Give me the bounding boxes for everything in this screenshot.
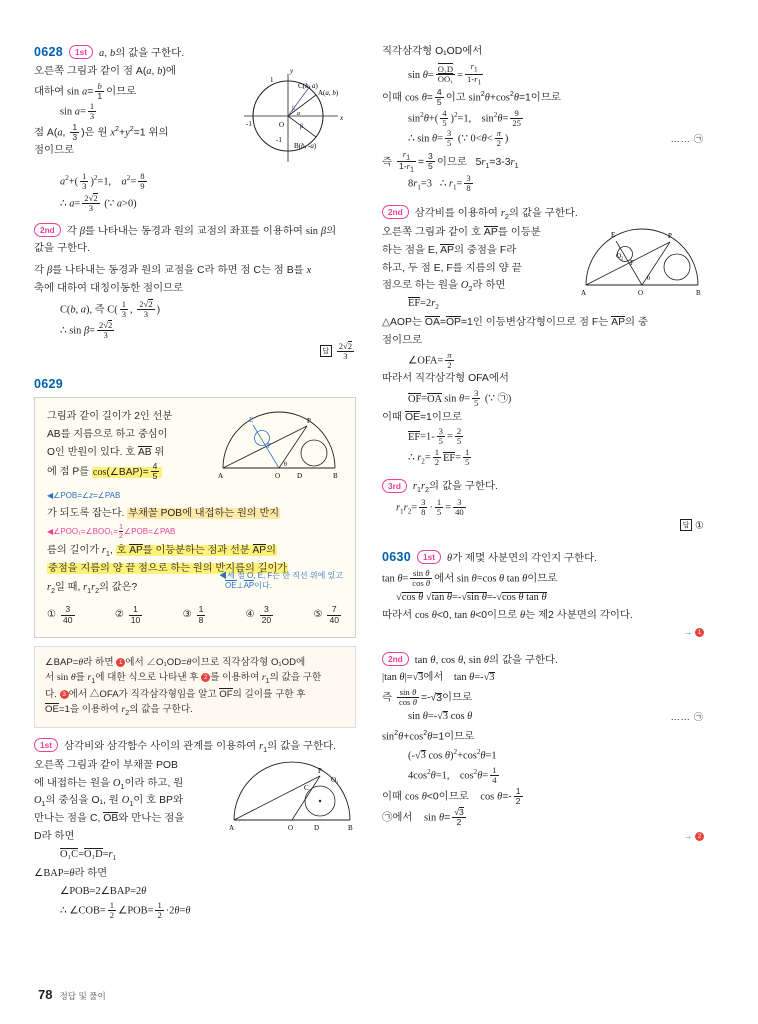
- svg-text:θ: θ: [284, 461, 287, 468]
- text-line: 즉 $\frac{r_1}{1-r_1}$ = $\frac{3}{5}$ 이므로 $5r_1=3-3r_1$: [382, 148, 519, 174]
- text-line: 직각삼각형 O₁OD에서: [382, 46, 483, 57]
- svg-text:E: E: [611, 230, 616, 239]
- text-line: ∴ ∠COB= $\frac{1}{2}$ ∠POB= $\frac{1}{2}$ ·2θ=θ: [60, 900, 191, 921]
- text-line: ㉠에서 sin θ= $\frac{√3}{2}$: [382, 807, 464, 828]
- text-line: tan θ= $\frac{\text{sin θ}}{\text{cos θ}}$ 에서 sin θ=cos θ tan θ이므로: [382, 568, 558, 589]
- svg-text:F: F: [267, 441, 271, 450]
- hint-box-0629: [34, 646, 356, 728]
- text-line: 하는 점을 E, AP의 중점을 F라: [382, 244, 517, 256]
- left-column: [34, 44, 356, 922]
- problem-number-0629: 0629: [34, 376, 64, 391]
- step-2-line-0629: [382, 204, 704, 221]
- text-line: $4\cos^2\theta=1$, $\cos^2\theta=$ $\frac{1}{4}$: [408, 765, 497, 786]
- svg-text:D: D: [297, 471, 303, 480]
- hint-line: 다. 3 에서 △OFA가 직각삼각형임을 알고 OF의 길이를 구한 후: [45, 688, 306, 700]
- text-line: 오른쪽 그림과 같이 호 AP를 이등분: [382, 226, 541, 238]
- text-line: 따라서 직각삼각형 OFA에서: [382, 373, 509, 385]
- text-line: ∴ sin θ= $\frac{3}{5}$ (∵ 0<θ< $\frac{\pi}{2}$ ) …… ㉠: [408, 128, 704, 149]
- question-line: $r_2$일 때, $r_1r_2$의 값은? ◀세 점 O, E, F는 한 직선 위에 있고 OE⊥AP이다.: [47, 570, 343, 595]
- question-line: 에 점 P를 cos(∠BAP)= $\frac{4}{5}$: [47, 462, 343, 482]
- text-line: EF=1- $\frac{3}{5}$ = $\frac{2}{5}$: [408, 426, 462, 447]
- step-2-text: 각 β를 나타내는 동경과 원의 교점의 좌표를 이용하여 sin β의: [66, 226, 337, 237]
- text-line: |tan θ|=√3에서 tan θ=-√3: [382, 672, 495, 684]
- svg-text:O: O: [288, 823, 294, 832]
- text-line: ∠BAP=θ라 하면: [34, 867, 108, 879]
- problem-0629-header: [34, 377, 356, 391]
- text-line: sin θ=-√3 cos θ …… ㉠: [408, 710, 704, 722]
- svg-text:B: B: [696, 288, 701, 297]
- text-line: 이때 cos θ= $\frac{4}{5}$ 이고 $\sin^2\theta+\cos^2\theta=1$이므로: [382, 87, 561, 108]
- step-1-line-0629: [34, 737, 356, 754]
- question-line: O인 반원이 있다. 호 AB 위: [47, 446, 165, 458]
- step-badge-1st: 1st: [417, 550, 441, 564]
- choices-0629: [47, 605, 343, 624]
- step-badge-2nd: 2nd: [382, 652, 409, 666]
- text-line: 점으로 하는 원을 $O_2$라 하면: [382, 280, 506, 294]
- question-line: 름의 길이가 $r_1$, 호 AP를 이등분하는 점과 선분 AP의: [47, 544, 276, 558]
- text-line: 에 내접하는 원을 $O_1$이라 하고, 원: [34, 777, 184, 791]
- step-1-text: 삼각비와 삼각함수 사이의 관계를 이용하여 $r_1$의 값을 구한다.: [64, 740, 337, 754]
- figure-semicircle-question: [215, 410, 343, 484]
- figure-unit-circle: [230, 64, 356, 168]
- text-line: ∴ sin β= $\frac{2√2}{3}$: [60, 320, 113, 341]
- svg-text:B: B: [333, 471, 338, 480]
- figure-sector-inscribed-circle: [228, 758, 356, 838]
- step-2-text: tan θ, cos θ, sin θ의 값을 구한다.: [414, 655, 558, 667]
- step-2-line-0630: [382, 651, 704, 666]
- answer-0629: 답 ①: [382, 519, 704, 532]
- text-line: 이때 cos θ<0이므로 cos θ=- $\frac{1}{2}$: [382, 785, 521, 806]
- choice-3[interactable]: ③ $\frac{1}{8}$: [182, 604, 204, 625]
- question-box-0629: [34, 397, 356, 638]
- svg-text:O: O: [638, 288, 644, 297]
- problem-number-0630: 0630: [382, 549, 412, 564]
- text-line: 따라서 cos θ<0, tan θ<0이므로 θ는 제2 사분면의 각이다.: [382, 609, 633, 621]
- text-line: (-√3 $\cos \theta)^2+\cos^2\theta=1$: [408, 747, 497, 762]
- text-line: OF=OA sin θ= $\frac{3}{5}$ (∵ ㉠): [408, 388, 512, 409]
- step-badge-2nd: 2nd: [34, 223, 61, 237]
- svg-text:B: B: [348, 823, 353, 832]
- question-line: 중점을 지름의 양 끝 점으로 하는 원의 반지름의 길이가: [48, 563, 288, 575]
- choice-4[interactable]: ④ $\frac{3}{20}$: [245, 604, 272, 625]
- text-line: $8r_1=3$ ∴ $r_1=$ $\frac{3}{8}$: [408, 173, 471, 194]
- choice-5[interactable]: ⑤ $\frac{7}{40}$: [313, 604, 339, 625]
- text-line: 값을 구한다.: [34, 243, 90, 254]
- text-line: D라 하면: [34, 831, 75, 843]
- question-line: 그림과 같이 길이가 2인 선분: [47, 410, 173, 422]
- svg-text:O₂: O₂: [616, 251, 624, 260]
- text-line: $r_1r_2=$ $\frac{3}{8}$ · $\frac{1}{5}$ = $\frac{3}{40}$: [396, 497, 464, 518]
- step-1-text: a, b의 값을 구한다.: [99, 48, 185, 59]
- text-line: $O_1C=O_1D=r_1$: [60, 849, 117, 863]
- step-3-text: $r_1r_2$의 값을 구한다.: [412, 481, 498, 495]
- problem-0630-header: [382, 549, 704, 564]
- step-1-text: θ가 제몇 사분면의 각인지 구한다.: [447, 553, 598, 565]
- step-badge-1st: 1st: [69, 45, 93, 59]
- marker-2-line: → 2: [382, 829, 704, 846]
- step-2-text: 삼각비를 이용하여 $r_2$의 값을 구한다.: [414, 207, 578, 221]
- text-line: 만나는 점을 C, OB와 만나는 점을: [34, 813, 185, 825]
- text-line: C(b, a), 즉 C( $\frac{1}{3}$ , $\frac{2√2}{3}$ ): [60, 298, 160, 319]
- svg-text:A: A: [581, 288, 587, 297]
- footer-label: 정답 및 풀이: [59, 991, 106, 1001]
- svg-text:O: O: [279, 121, 285, 129]
- choice-2[interactable]: ② $\frac{1}{10}$: [114, 604, 141, 625]
- question-line: AB를 지름으로 하고 중심이: [47, 428, 168, 440]
- svg-text:C: C: [304, 783, 309, 792]
- right-column: [382, 44, 704, 922]
- text-line: $\sin^2\theta+$( $\frac{4}{5}$ )$^2$=1, $\sin^2\theta=$ $\frac{9}{25}$: [408, 107, 521, 128]
- problem-number-0628: 0628: [34, 44, 64, 59]
- step-3-line-0629: [382, 477, 704, 494]
- figure-semicircle-E-F: [580, 225, 704, 301]
- text-line: 즉 $\frac{\text{sin θ}}{\text{cos θ}}$ =-√3이므로: [382, 687, 473, 708]
- text-line: 점이므로: [382, 334, 423, 346]
- text-line: ∴ $r_2=$ $\frac{1}{2}$ EF= $\frac{1}{5}$: [408, 446, 470, 467]
- svg-text:-1: -1: [276, 136, 282, 144]
- text-line: √cos θ √tan θ=-√sin θ=-√cos θ tan θ: [396, 591, 547, 603]
- note-pob: ◀∠POB=∠z=∠PAB: [47, 490, 121, 500]
- choice-1[interactable]: ① $\frac{3}{40}$: [47, 604, 73, 625]
- svg-text:F: F: [630, 258, 634, 267]
- text-line: 점 A(a, $\frac{1}{3}$ )은 원 $x^2+y^2=1$ 위의: [34, 121, 169, 142]
- page-footer: [38, 987, 106, 1002]
- svg-text:θ: θ: [647, 275, 650, 282]
- svg-text:B(b, -a): B(b, -a): [294, 142, 317, 150]
- svg-text:O: O: [275, 471, 281, 480]
- text-line: ∴ a= $\frac{2√2}{3}$ (∵ a>0): [60, 192, 137, 213]
- page-number: 78: [38, 987, 53, 1002]
- hint-line: 서 sin θ를 $r_1$에 대한 식으로 나타낸 후 2 를 이용하여 $r_1$의 값을 구한: [45, 672, 322, 685]
- svg-text:A: A: [229, 823, 235, 832]
- svg-text:x: x: [340, 114, 344, 122]
- svg-text:A(a, b): A(a, b): [318, 89, 339, 97]
- text-line: 축에 대하여 대칭이동한 점이므로: [34, 282, 184, 294]
- svg-text:1: 1: [270, 76, 274, 84]
- text-line: sin a= $\frac{1}{3}$: [60, 101, 95, 122]
- step-2-line: [34, 222, 356, 237]
- svg-text:a: a: [297, 111, 300, 117]
- marker-1-line: → 1: [382, 625, 704, 642]
- text-line: 이때 OE=1이므로: [382, 411, 462, 423]
- note-poo: ◀∠POO₁=∠BOO₁= $\frac{1}{2}$ ∠POB=∠PAB: [47, 521, 176, 540]
- svg-text:E: E: [249, 415, 254, 424]
- answer-0628: 답 $\frac{2√2}{3}$: [34, 341, 356, 361]
- text-line: ∠OFA= $\frac{\pi}{2}$: [408, 349, 452, 370]
- text-line: $a^2+$( $\frac{1}{3}$ )$^2$=1, $a^2=$ $\frac{8}{9}$: [60, 171, 145, 192]
- svg-text:A: A: [218, 471, 224, 480]
- question-line: 가 되도록 잡는다. 부채꼴 POB에 내접하는 원의 반지: [47, 507, 280, 519]
- problem-0628-header: [34, 44, 356, 59]
- hint-line: ∠BAP=θ라 하면 1 에서 ∠O₁OD=θ이므로 직각삼각형 O₁OD에: [45, 656, 306, 668]
- text-line: 대하여 sin a= $\frac{b}{1}$ 이므로: [34, 80, 137, 101]
- text-line: △AOP는 OA=OP=1인 이등변삼각형이므로 점 F는 AP의 중: [382, 317, 649, 329]
- text-line: 오른쪽 그림과 같이 부채꼴 POB: [34, 759, 178, 771]
- text-line: $O_1$의 중심을 O₁, 원 $O_1$이 호 BP와: [34, 795, 183, 809]
- text-line: 하고, 두 점 E, F를 지름의 양 끝: [382, 262, 522, 274]
- svg-text:β: β: [300, 124, 304, 130]
- svg-text:y: y: [290, 67, 294, 75]
- svg-text:P: P: [668, 231, 672, 240]
- text-line: 각 β를 나타내는 동경과 원의 교점을 C라 하면 점 C는 점 B를 x: [34, 264, 312, 276]
- svg-text:P: P: [318, 766, 322, 775]
- svg-text:C(b, a): C(b, a): [298, 82, 318, 90]
- text-line: $EF=2r_2$: [408, 298, 439, 312]
- svg-text:O₁: O₁: [331, 775, 339, 784]
- step-badge-2nd: 2nd: [382, 205, 409, 219]
- hint-line: OE=1을 이용하여 $r_2$의 값을 구한다.: [45, 704, 193, 718]
- text-line: $\sin^2\theta+\cos^2\theta=1$이므로: [382, 727, 475, 742]
- step-badge-3rd: 3rd: [382, 479, 407, 493]
- text-line: 점이므로: [34, 145, 75, 157]
- text-line: ∠POB=2∠BAP=2θ: [60, 885, 147, 897]
- text-line: 오른쪽 그림과 같이 점 A(a, b)에: [34, 66, 176, 77]
- text-line: sin θ= $\frac{\text{O₁D}}{\text{OO₁}}$ = $\frac{r_1}{1-r_1}$: [408, 60, 482, 87]
- step-badge-1st: 1st: [34, 738, 58, 752]
- svg-text:P: P: [307, 416, 311, 425]
- svg-text:D: D: [314, 823, 320, 832]
- svg-text:-1: -1: [246, 120, 252, 128]
- svg-text:β: β: [292, 106, 296, 112]
